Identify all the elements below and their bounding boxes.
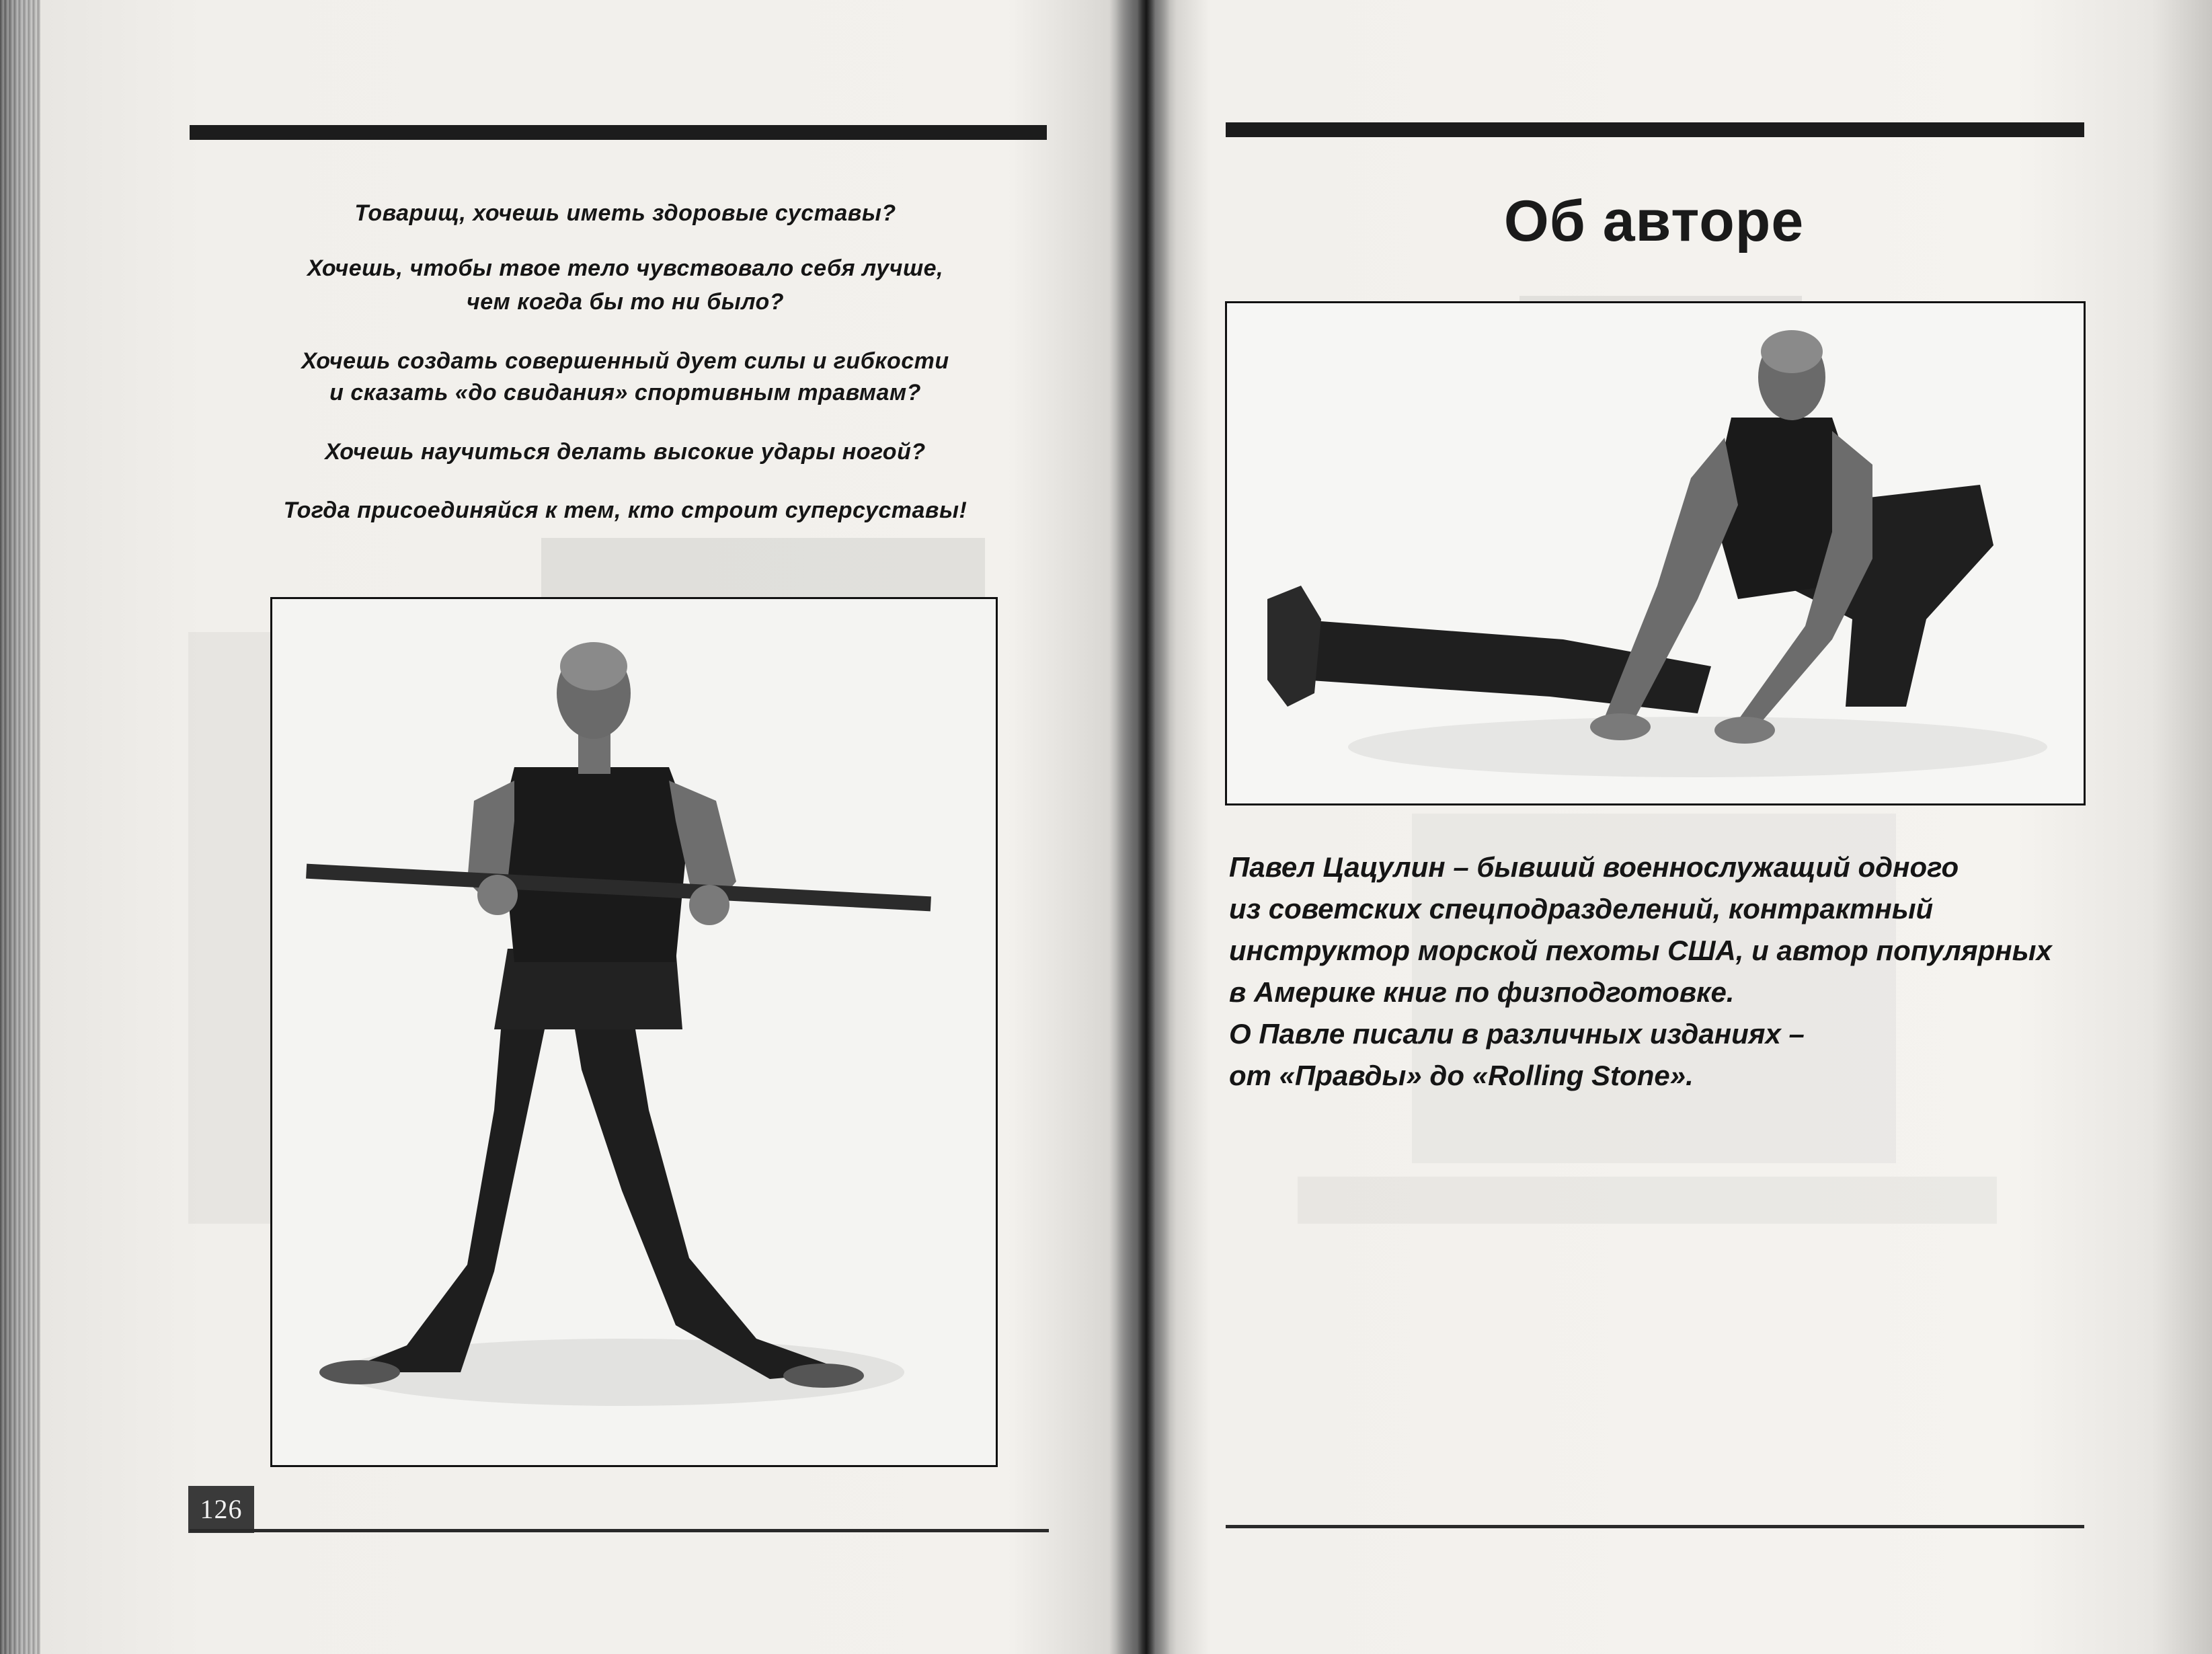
right-top-rule [1226,122,2084,137]
right-showthrough-footer [1298,1177,1997,1224]
left-top-rule [190,125,1047,140]
bio-line-5: О Павле писали в различных изданиях – [1229,1018,1805,1050]
intro-line-4: Хочешь создать совершенный дует силы и гибкости [301,348,949,374]
intro-line-2: Хочешь, чтобы твое тело чувствовало себя лучше, [307,255,944,281]
bio-line-2: из советских спецподразделений, контрактный [1229,893,1934,924]
intro-line-7: Тогда присоединяйся к тем, кто строит суперсуставы! [283,498,967,523]
intro-line-3: чем когда бы то ни было? [466,289,785,315]
page-number: 126 [188,1486,254,1533]
right-bottom-rule [1226,1525,2084,1528]
page-title: Об авторе [1503,189,1805,253]
intro-line-6: Хочешь научиться делать высокие удары ногой? [325,439,926,465]
right-photo-frame [1225,301,2086,805]
bio-line-6: от «Правды» до «Rolling Stone». [1229,1060,1694,1091]
man-with-staff-photo [272,599,996,1465]
bio-line-4: в Америке книг по физподготовке. [1229,976,1735,1008]
left-bottom-rule [190,1529,1049,1532]
intro-line-1: Товарищ, хочешь иметь здоровые суставы? [354,200,896,226]
intro-line-5: и сказать «до свидания» спортивным травмам? [329,380,921,405]
man-stretching-photo [1227,303,2084,803]
bio-line-1: Павел Цацулин – бывший военнослужащий одного [1229,851,1959,883]
book-gutter [1116,0,1177,1654]
bio-line-3: инструктор морской пехоты США, и автор популярных [1229,935,2052,966]
left-photo-frame [270,597,998,1467]
page-edges [0,0,40,1654]
